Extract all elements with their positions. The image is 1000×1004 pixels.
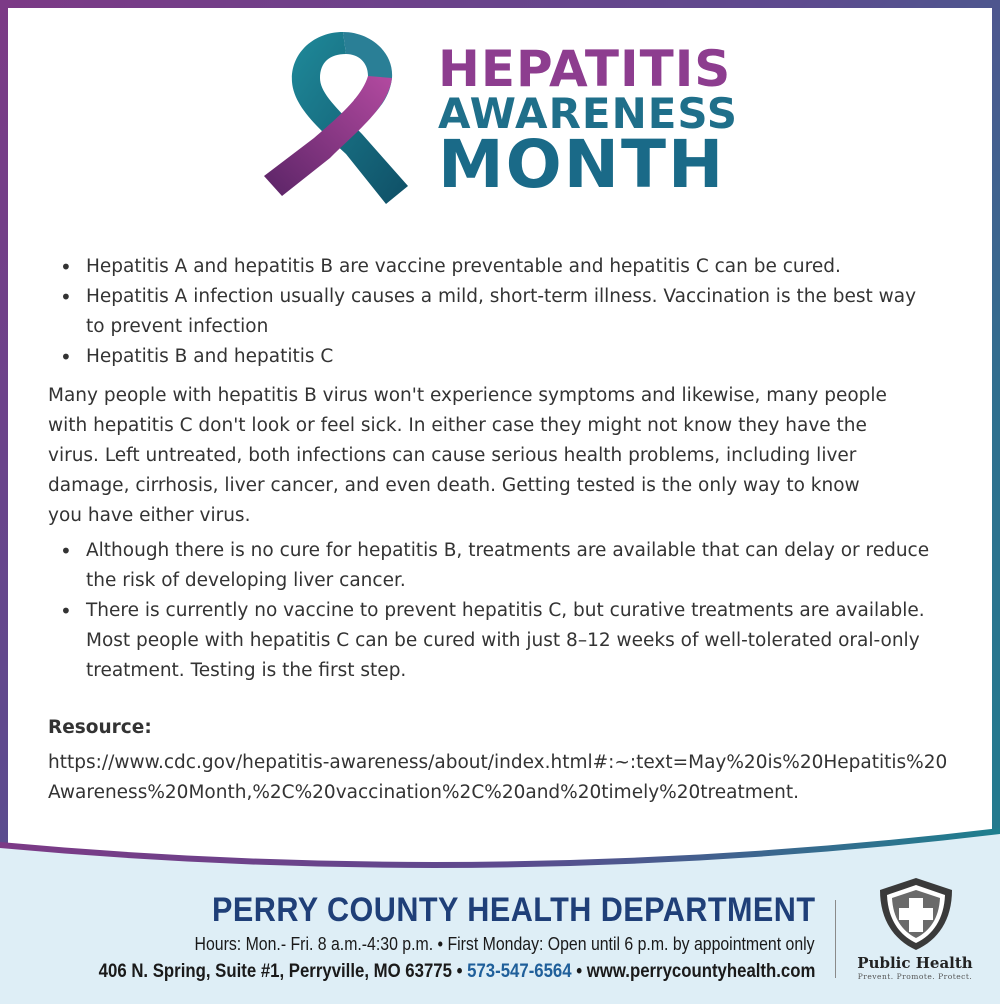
contact-line [98,960,815,983]
list-item: • Hepatitis A infection usually causes a mild, short-term illness. Vaccination is the best way to prevent infection [86,282,926,342]
logo-tagline: Prevent. Promote. Protect. [857,972,973,981]
logo-title: Public Health [857,954,973,972]
list-item: • Hepatitis B and hepatitis C [86,342,958,372]
resource-heading: Resource: [48,717,152,738]
bullet-list-bottom [48,536,958,686]
awareness-ribbon-icon [258,26,428,212]
hours-text: Hours: Mon.- Fri. 8 a.m.-4:30 p.m. • First Monday: Open until 6 p.m. by appointment only [194,934,815,954]
list-item: • Although there is no cure for hepatitis B, treatments are available that can delay or reduce the risk of developing liver cancer. [86,536,956,596]
resource-link[interactable]: https://www.cdc.gov/hepatitis-awareness/about/index.html#:~:text=May%20is%20Hepatitis%20Awareness%20Month,%2C%20vaccination%2C%20and%20timely%20treatment. [48,752,948,803]
website-link[interactable]: www.perrycountyhealth.com [586,960,815,982]
address-text: 406 N. Spring, Suite #1, Perryville, MO 63775 [98,960,452,982]
bullet-list-top [48,252,958,372]
footer-divider [835,900,836,978]
department-name: PERRY COUNTY HEALTH DEPARTMENT [211,891,815,929]
separator-bullet: • [575,960,582,982]
phone-link[interactable]: 573-547-6564 [466,960,572,982]
list-item: • Hepatitis A and hepatitis B are vaccine preventable and hepatitis C can be cured. [86,252,958,282]
list-item: • There is currently no vaccine to prevent hepatitis C, but curative treatments are available. Most people with hepatitis C can be cured with just 8–12 weeks of well-tolerated oral-only treatment. Testing is the first step. [86,596,926,686]
title-awareness: AWARENESS [438,89,739,138]
body-paragraph: Many people with hepatitis B virus won't experience symptoms and likewise, many people with hepatitis C don't look or feel sick. In either case they might not know they have the virus. Left untreated, both infections can cause serious health problems, including liver damage, cirrhosis, liver cancer, and even death. Getting tested is the only way to know you have either virus. [48,385,887,526]
title-hepatitis: HEPATITIS [438,40,732,98]
public-health-shield-icon [876,876,956,952]
separator-bullet: • [456,960,463,982]
title-month: MONTH [438,126,726,203]
